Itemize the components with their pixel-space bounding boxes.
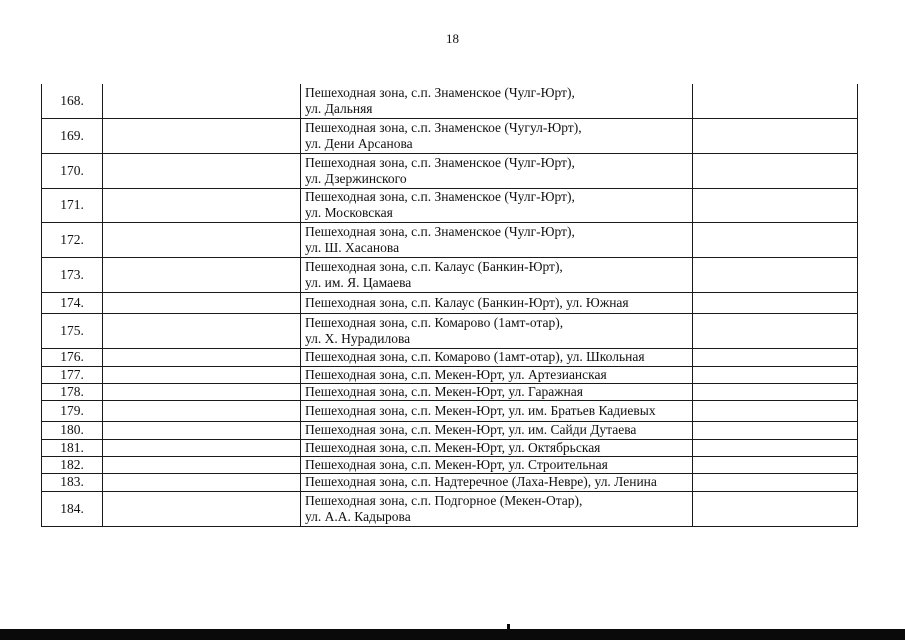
- zone-description-line1: Пешеходная зона, с.п. Знаменское (Чулг-Юрт),: [305, 84, 575, 100]
- table-row: [42, 383, 858, 400]
- zone-description-line1: Пешеходная зона, с.п. Мекен-Юрт, ул. им. Сайди Дутаева: [305, 422, 637, 437]
- empty-cell: [693, 473, 858, 491]
- zone-description: [301, 366, 693, 383]
- zone-description: [301, 439, 693, 456]
- empty-cell: [103, 491, 301, 526]
- empty-cell: [693, 118, 858, 153]
- row-number: 174.: [42, 292, 103, 313]
- empty-cell: [693, 421, 858, 439]
- zone-description-line1: Пешеходная зона, с.п. Надтеречное (Лаха-Невре), ул. Ленина: [305, 474, 657, 489]
- scan-edge-bar: [0, 629, 905, 640]
- table-row: [42, 473, 858, 491]
- empty-cell: [693, 400, 858, 421]
- table-row: [42, 366, 858, 383]
- zone-description: [301, 257, 693, 292]
- row-number: 172.: [42, 222, 103, 257]
- table-row: [42, 421, 858, 439]
- page-number: 18: [446, 31, 459, 46]
- empty-cell: [693, 491, 858, 526]
- table-row: [42, 84, 858, 118]
- zone-description-line1: Пешеходная зона, с.п. Калаус (Банкин-Юрт),: [305, 258, 563, 274]
- table-row: [42, 348, 858, 366]
- empty-cell: [103, 84, 301, 118]
- zone-description-line1: Пешеходная зона, с.п. Мекен-Юрт, ул. Артезианская: [305, 366, 607, 382]
- pedestrian-zones-table: [41, 84, 858, 527]
- empty-cell: [103, 473, 301, 491]
- row-number: 168.: [42, 84, 103, 118]
- zone-description: [301, 348, 693, 366]
- zone-description-line2: ул. Ш. Хасанова: [305, 239, 400, 255]
- empty-cell: [103, 366, 301, 383]
- zone-description: [301, 84, 693, 118]
- zone-description-line1: Пешеходная зона, с.п. Мекен-Юрт, ул. Октябрьская: [305, 439, 601, 455]
- zone-description-line2: ул. А.А. Кадырова: [305, 508, 411, 524]
- table-row: [42, 153, 858, 188]
- row-number: 183.: [42, 473, 103, 491]
- empty-cell: [693, 383, 858, 400]
- empty-cell: [103, 383, 301, 400]
- row-number: 171.: [42, 188, 103, 222]
- empty-cell: [693, 366, 858, 383]
- table-row: [42, 456, 858, 473]
- row-number: 179.: [42, 400, 103, 421]
- empty-cell: [103, 153, 301, 188]
- zone-description-line1: Пешеходная зона, с.п. Мекен-Юрт, ул. им. Братьев Кадиевых: [305, 402, 656, 418]
- empty-cell: [103, 257, 301, 292]
- zone-description: [301, 400, 693, 421]
- empty-cell: [693, 348, 858, 366]
- table-row: [42, 400, 858, 421]
- zone-description-line2: ул. Дзержинского: [305, 170, 407, 186]
- row-number: 182.: [42, 456, 103, 473]
- row-number: 170.: [42, 153, 103, 188]
- empty-cell: [693, 84, 858, 118]
- empty-cell: [103, 400, 301, 421]
- empty-cell: [693, 292, 858, 313]
- table-row: [42, 313, 858, 348]
- empty-cell: [103, 188, 301, 222]
- empty-cell: [103, 292, 301, 313]
- zone-description-line1: Пешеходная зона, с.п. Знаменское (Чулг-Юрт),: [305, 189, 575, 204]
- table-row: [42, 292, 858, 313]
- zone-description-line1: Пешеходная зона, с.п. Комарово (1амт-отар),: [305, 314, 564, 330]
- table-body: [42, 84, 858, 526]
- table-row: [42, 188, 858, 222]
- empty-cell: [693, 257, 858, 292]
- empty-cell: [103, 456, 301, 473]
- empty-cell: [693, 153, 858, 188]
- zone-description: [301, 473, 693, 491]
- zone-description: [301, 383, 693, 400]
- zone-description: [301, 188, 693, 222]
- table-row: [42, 118, 858, 153]
- empty-cell: [103, 439, 301, 456]
- zone-description: [301, 421, 693, 439]
- zone-description-line2: ул. Дени Арсанова: [305, 135, 413, 151]
- row-number: 184.: [42, 491, 103, 526]
- zone-description-line1: Пешеходная зона, с.п. Калаус (Банкин-Юрт), ул. Южная: [305, 294, 629, 310]
- zone-description-line1: Пешеходная зона, с.п. Комарово (1амт-отар), ул. Школьная: [305, 349, 645, 364]
- zone-description: [301, 118, 693, 153]
- zone-description-line1: Пешеходная зона, с.п. Знаменское (Чугул-Юрт),: [305, 119, 582, 135]
- zone-description-line1: Пешеходная зона, с.п. Мекен-Юрт, ул. Строительная: [305, 456, 608, 472]
- zone-description-line1: Пешеходная зона, с.п. Знаменское (Чулг-Юрт),: [305, 223, 575, 239]
- empty-cell: [693, 313, 858, 348]
- zone-description: [301, 292, 693, 313]
- zone-description: [301, 222, 693, 257]
- table-row: [42, 222, 858, 257]
- row-number: 175.: [42, 313, 103, 348]
- zone-description: [301, 456, 693, 473]
- empty-cell: [693, 439, 858, 456]
- empty-cell: [693, 188, 858, 222]
- empty-cell: [693, 222, 858, 257]
- row-number: 173.: [42, 257, 103, 292]
- zone-description-line2: ул. Дальняя: [305, 100, 373, 116]
- zone-description: [301, 153, 693, 188]
- table-row: [42, 257, 858, 292]
- zone-description-line2: ул. Х. Нурадилова: [305, 330, 411, 346]
- row-number: 181.: [42, 439, 103, 456]
- empty-cell: [693, 456, 858, 473]
- zone-description-line2: ул. Московская: [305, 205, 393, 220]
- empty-cell: [103, 348, 301, 366]
- zone-description-line1: Пешеходная зона, с.п. Подгорное (Мекен-Отар),: [305, 492, 583, 508]
- row-number: 169.: [42, 118, 103, 153]
- zone-description: [301, 313, 693, 348]
- row-number: 177.: [42, 366, 103, 383]
- empty-cell: [103, 421, 301, 439]
- table-row: [42, 439, 858, 456]
- zone-description-line1: Пешеходная зона, с.п. Мекен-Юрт, ул. Гаражная: [305, 383, 583, 399]
- row-number: 176.: [42, 348, 103, 366]
- row-number: 180.: [42, 421, 103, 439]
- zone-description-line1: Пешеходная зона, с.п. Знаменское (Чулг-Юрт),: [305, 154, 575, 170]
- empty-cell: [103, 118, 301, 153]
- table-row: [42, 491, 858, 526]
- zone-description-line2: ул. им. Я. Цамаева: [305, 274, 412, 290]
- empty-cell: [103, 313, 301, 348]
- empty-cell: [103, 222, 301, 257]
- zone-description: [301, 491, 693, 526]
- row-number: 178.: [42, 383, 103, 400]
